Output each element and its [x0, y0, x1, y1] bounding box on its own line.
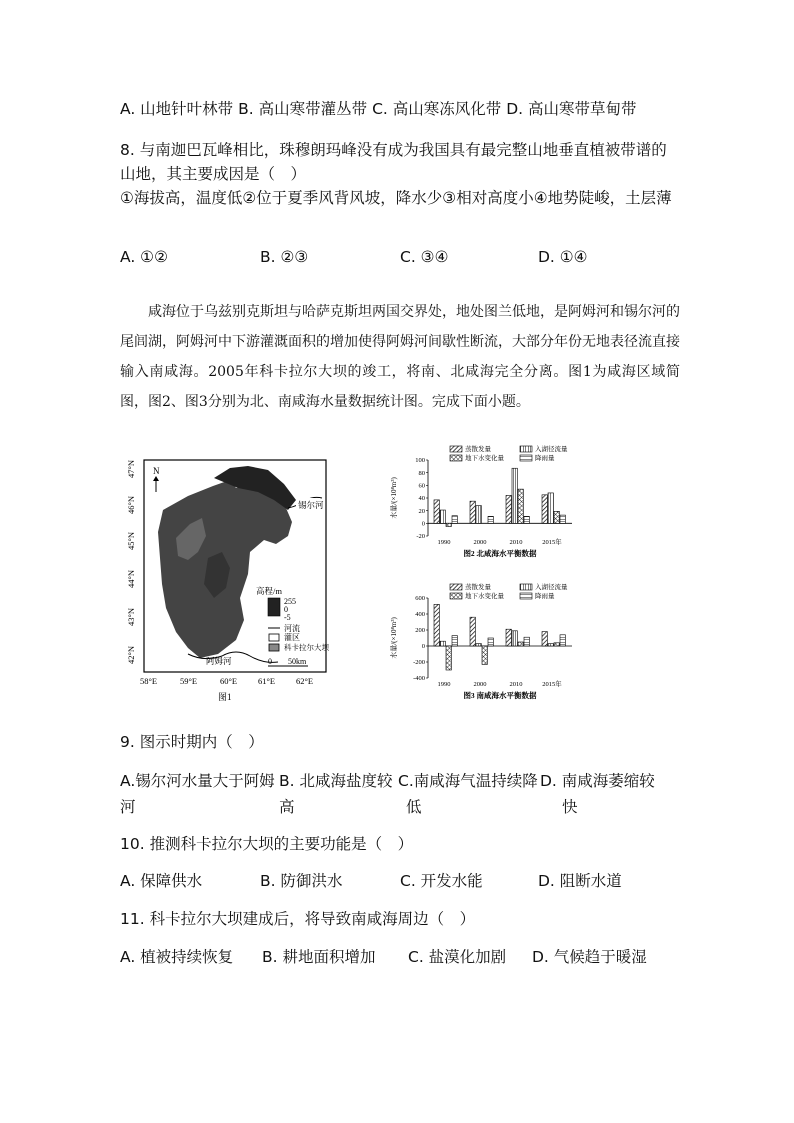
bar — [542, 632, 547, 646]
bar — [452, 636, 457, 646]
legend-swatch — [520, 584, 532, 590]
bar — [440, 641, 445, 646]
q9-option-c: C.南咸海气温持续降 低 — [398, 772, 538, 816]
q7-option-d: D. 高山寒带草甸带 — [506, 100, 637, 118]
svg-text:科卡拉尔大坝: 科卡拉尔大坝 — [284, 643, 329, 652]
q11-option-a: A. 植被持续恢复 — [120, 948, 234, 966]
bar — [434, 500, 439, 523]
svg-text:河流: 河流 — [284, 624, 300, 633]
q7-options — [120, 98, 636, 120]
chart-title: 图3 南咸海水平衡数据 — [463, 691, 537, 700]
q10-option-a: A. 保障供水 — [120, 872, 203, 890]
bar — [482, 646, 487, 664]
x-tick-label: 2000 — [473, 681, 487, 688]
bar — [476, 644, 481, 646]
x-tick-label: 2015年 — [542, 539, 562, 546]
bar — [560, 515, 565, 523]
bar — [452, 516, 457, 524]
svg-text:0: 0 — [284, 605, 288, 614]
legend-label: 地下水变化量 — [465, 593, 504, 600]
bar — [446, 646, 451, 670]
legend-label: 地下水变化量 — [465, 455, 504, 462]
q7-option-c: C. 高山寒冻风化带 — [372, 100, 502, 118]
y-tick-label: 60 — [418, 482, 425, 490]
y-tick-label: -400 — [413, 675, 425, 683]
q9-option-a: A.锡尔河水量大于阿姆 河 — [120, 772, 275, 816]
y-tick-label: 20 — [418, 507, 425, 515]
syr-river-label: 锡尔河 — [298, 500, 324, 510]
q10-option-d: D. 阻断水道 — [538, 872, 622, 890]
x-tick-label: 2010 — [509, 539, 523, 546]
bar — [524, 516, 529, 523]
y-tick-label: 0 — [421, 520, 425, 528]
bar — [434, 604, 439, 646]
bar — [560, 635, 565, 646]
bar — [476, 506, 481, 524]
legend-title: 高程/m — [256, 586, 282, 596]
q10-option-c: C. 开发水能 — [400, 872, 483, 890]
bar — [554, 511, 559, 523]
svg-text:灌区: 灌区 — [284, 633, 300, 642]
y-tick-label: -20 — [416, 533, 425, 541]
legend-label: 入湖径流量 — [535, 584, 568, 591]
q8-stem: 8. 与南迦巴瓦峰相比，珠穆朗玛峰没有成为我国具有最完整山地垂直植被带谱的山地，其主要成因是（ ） — [120, 141, 667, 183]
bar — [518, 489, 523, 523]
lat-label: 45°N — [126, 531, 136, 550]
lon-label: 60°E — [220, 676, 238, 686]
legend-swatch — [450, 584, 462, 590]
y-axis-label: 水量/(×10⁸m³) — [390, 617, 398, 659]
q9-option-d: D. 南咸海萎缩较 快 — [540, 772, 655, 816]
legend-label: 降雨量 — [535, 593, 555, 600]
bar — [512, 468, 517, 523]
y-tick-label: 40 — [418, 495, 425, 503]
dam-legend-icon — [269, 644, 279, 651]
bar — [506, 495, 511, 523]
bar — [512, 631, 517, 646]
bar — [446, 523, 451, 526]
scale-bar: 0 50km — [268, 657, 307, 666]
q8-option-c: C. ③④ — [400, 248, 449, 266]
y-tick-label: 0 — [421, 643, 425, 651]
bar — [518, 642, 523, 646]
q10-option-b: B. 防御洪水 — [260, 872, 343, 890]
q11-stem: 11. 科卡拉尔大坝建成后，将导致南咸海周边（ ） — [120, 910, 476, 928]
lon-label: 61°E — [258, 676, 276, 686]
aral-sea-map — [118, 448, 338, 706]
legend-label: 降雨量 — [535, 455, 555, 462]
south-aral-balance-chart — [388, 582, 588, 712]
legend-swatch — [520, 455, 532, 461]
lat-label: 47°N — [126, 459, 136, 478]
svg-text:255: 255 — [284, 597, 296, 606]
y-tick-label: 80 — [418, 469, 425, 477]
q9-option-b: B. 北咸海盐度较 高 — [279, 772, 393, 816]
lat-label: 42°N — [126, 645, 136, 664]
q8-option-b: B. ②③ — [260, 248, 309, 266]
bar — [470, 617, 475, 646]
bar — [440, 510, 445, 523]
lat-label: 46°N — [126, 495, 136, 514]
legend-swatch — [520, 593, 532, 599]
q11-option-c: C. 盐漠化加剧 — [408, 948, 507, 966]
q7-option-a: A. 山地针叶林带 — [120, 100, 234, 118]
bar — [542, 495, 547, 523]
y-tick-label: 200 — [415, 627, 425, 635]
legend-swatch — [450, 455, 462, 461]
bar — [548, 644, 553, 646]
bar — [548, 493, 553, 523]
q8-option-a: A. ①② — [120, 248, 168, 266]
bar — [488, 516, 493, 523]
chart-title: 图2 北咸海水平衡数据 — [463, 549, 537, 558]
legend-label: 蒸散发量 — [465, 584, 491, 591]
x-tick-label: 2000 — [473, 539, 487, 546]
y-tick-label: 100 — [415, 457, 425, 465]
x-tick-label: 2015年 — [542, 681, 562, 688]
y-tick-label: 600 — [415, 595, 425, 603]
north-arrow-label: N — [153, 466, 160, 476]
q11-option-d: D. 气候趋于暖湿 — [532, 948, 647, 966]
lon-label: 62°E — [296, 676, 314, 686]
bar — [554, 643, 559, 646]
q9-stem: 9. 图示时期内（ ） — [120, 733, 264, 751]
legend-label: 入湖径流量 — [535, 446, 568, 453]
bar — [488, 638, 493, 646]
map-caption: 图1 — [218, 692, 232, 702]
legend-swatch — [450, 593, 462, 599]
lat-label: 43°N — [126, 607, 136, 626]
reading-passage: 咸海位于乌兹别克斯坦与哈萨克斯坦两国交界处，地处图兰低地，是阿姆河和锡尔河的尾闾湖，阿姆河中下游灌溉面积的增加使得阿姆河间歇性断流，大部分年份无地表径流直接输入南咸海。2005年科卡拉尔大坝的竣工，将南、北咸海完全分离。图1为咸海区域简图，图2、图3分别为北、南咸海水量数据统计图。完成下面小题。 — [120, 304, 680, 410]
north-aral-balance-chart — [388, 444, 588, 576]
bar — [506, 629, 511, 646]
x-tick-label: 1990 — [437, 681, 451, 688]
q11-option-b: B. 耕地面积增加 — [262, 948, 376, 966]
bar — [470, 501, 475, 523]
y-tick-label: 400 — [415, 611, 425, 619]
lon-label: 59°E — [180, 676, 198, 686]
q8-choices: ①海拔高，温度低②位于夏季风背风坡，降水少③相对高度小④地势陡峻，土层薄 — [120, 189, 672, 207]
q10-stem: 10. 推测科卡拉尔大坝的主要功能是（ ） — [120, 835, 414, 853]
q8-option-d: D. ①④ — [538, 248, 588, 266]
legend-swatch — [450, 446, 462, 452]
legend-label: 蒸散发量 — [465, 446, 491, 453]
legend-swatch — [520, 446, 532, 452]
x-tick-label: 2010 — [509, 681, 523, 688]
lon-label: 58°E — [140, 676, 158, 686]
y-tick-label: -200 — [413, 659, 425, 667]
x-tick-label: 1990 — [437, 539, 451, 546]
svg-text:-5: -5 — [284, 613, 291, 622]
y-axis-label: 水量/(×10⁸m³) — [390, 477, 398, 519]
bar — [524, 637, 529, 646]
amu-river-label: 阿姆河 — [206, 656, 232, 666]
lat-label: 44°N — [126, 569, 136, 588]
q7-option-b: B. 高山寒带灌丛带 — [238, 100, 368, 118]
elevation-swatch — [268, 598, 280, 616]
